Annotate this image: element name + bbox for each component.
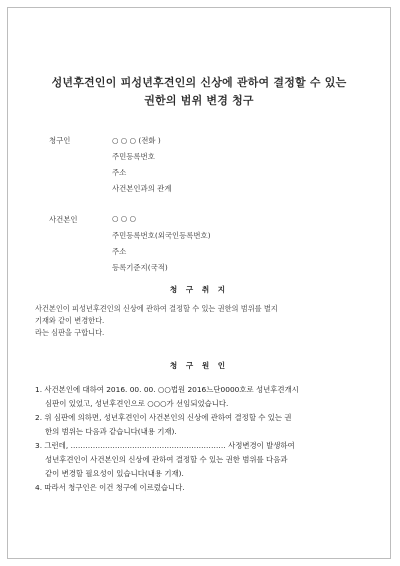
subject-address: 주소 <box>112 247 127 256</box>
reason-line-8: 4. 따라서 청구인은 이건 청구에 이르렀습니다. <box>35 483 185 492</box>
reasons-heading: 청 구 원 인 <box>169 361 229 370</box>
document-title-line2: 권한의 범위 변경 청구 <box>144 94 254 107</box>
subject-label: 사건본인 <box>49 215 78 224</box>
applicant-id-number: 주민등록번호 <box>112 152 155 161</box>
purpose-heading: 청 구 취 지 <box>169 285 229 294</box>
reason-line-3: 2. 위 심판에 의하면, 성년후견인이 사건본인의 신상에 관하여 결정할 수 있는 권 <box>35 413 292 422</box>
applicant-name: ○ ○ ○ (전화 ) <box>112 136 161 145</box>
purpose-line-2: 기재와 같이 변경한다. <box>35 316 105 325</box>
reason-line-1: 1. 사건본인에 대하여 2016. 00. 00. ○○법원 2016느단0000호로 성년후견개시 <box>35 385 299 394</box>
purpose-line-1: 사건본인이 피성년후견인의 신상에 관하여 결정할 수 있는 권한의 범위를 별지 <box>35 304 278 313</box>
applicant-label: 청구인 <box>49 136 71 145</box>
applicant-address: 주소 <box>112 168 127 177</box>
applicant-relation: 사건본인과의 관계 <box>112 184 172 193</box>
subject-registry: 등록기준지(국적) <box>112 263 168 272</box>
purpose-line-3: 라는 심판을 구합니다. <box>35 328 105 337</box>
reason-line-6: 성년후견인이 사건본인의 신상에 관하여 결정할 수 있는 권한 범위를 다음과 <box>45 455 288 464</box>
reason-line-7: 같이 변경할 필요성이 있습니다(내용 기재). <box>45 469 184 478</box>
subject-name: ○ ○ ○ <box>112 214 137 223</box>
document-title-line1: 성년후견인이 피성년후견인의 신상에 관하여 결정할 수 있는 <box>51 76 347 89</box>
document-page <box>7 7 391 559</box>
reason-line-2: 심판이 있었고, 성년후견인으로 ○○○가 선임되었습니다. <box>45 399 229 408</box>
reason-line-5: 3. 그런데, ……………………………………………………… 사정변경이 발생하여 <box>35 441 295 450</box>
subject-id-number: 주민등록번호(외국인등록번호) <box>112 231 211 240</box>
reason-line-4: 한의 범위는 다음과 같습니다(내용 기재). <box>45 427 177 436</box>
